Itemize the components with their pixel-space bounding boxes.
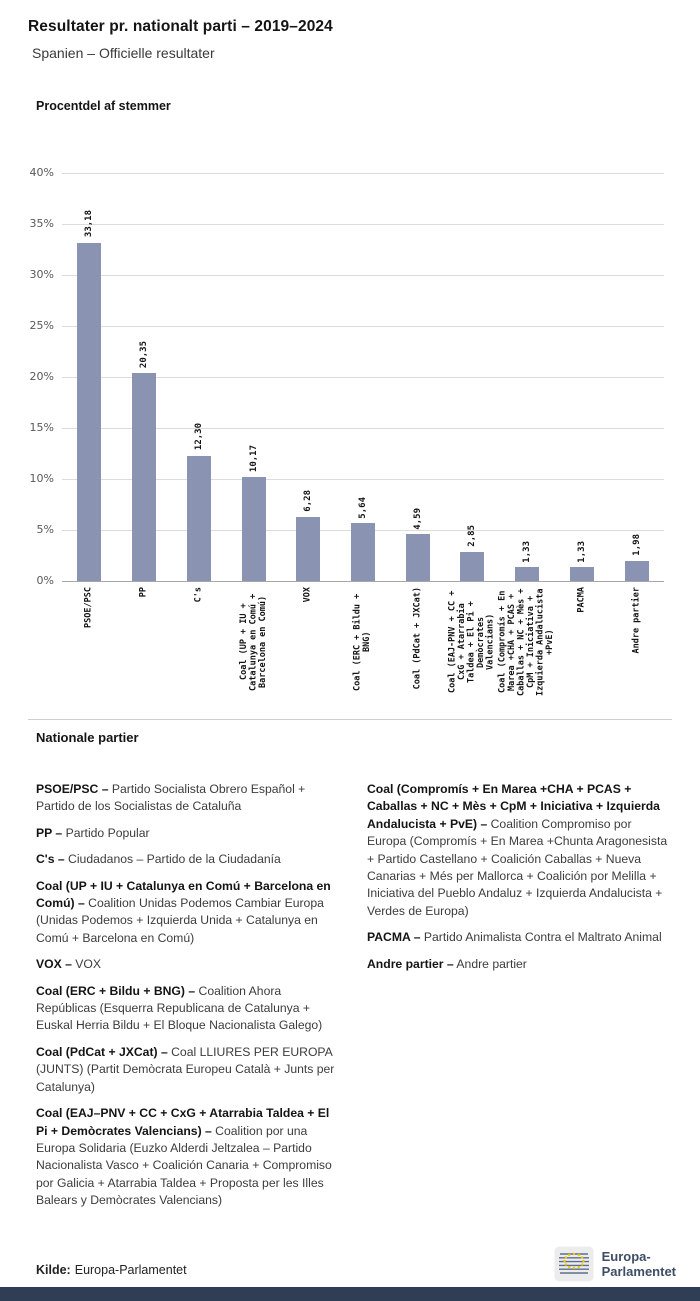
legend-term: Coal (Compromís + En Marea +CHA + PCAS + Caballas + NC + Mès + CpM + Iniciativa + Izquierda Andalucista + PvE) – (367, 782, 660, 831)
bar (406, 534, 430, 581)
source-line (36, 1263, 187, 1277)
bar-value-label: 33,18 (84, 210, 95, 238)
legend-item: C's – Ciudadanos – Partido de la Ciudadanía (36, 852, 281, 867)
source-value: Europa-Parlamentet (74, 1263, 187, 1277)
y-tick-label: 20% (29, 370, 54, 383)
bar-value-label: 2,85 (467, 525, 478, 547)
x-axis-category-label: Coal (Compromís + En Marea +CHA + PCAS + Caballas + NC + Mès + CpM + Iniciativa + Izquierda Andalucista +PvE) (497, 588, 556, 696)
legend-term: Coal (PdCat + JXCat) – (36, 1044, 168, 1059)
bar-value-label: 12,30 (193, 423, 204, 451)
bar-value-label: 4,59 (412, 507, 423, 530)
gridline (62, 275, 664, 276)
x-axis-category-label: Coal (PdCat + JXCat) (411, 587, 422, 690)
gridline (62, 173, 664, 174)
party-legend (36, 781, 672, 1219)
y-tick-label: 25% (29, 319, 54, 332)
bar-value-label: 1,33 (576, 540, 587, 563)
legend-term: Coal (UP + IU + Catalunya en Comú + Barcelona en Comú) – (36, 878, 331, 911)
bar (242, 477, 266, 581)
page-title: Resultater pr. nationalt parti – 2019–2024 (28, 18, 333, 35)
bottom-bar (0, 1287, 700, 1301)
x-axis-category-label: VOX (302, 587, 313, 603)
legend-term: VOX – (36, 957, 72, 972)
gridline (62, 224, 664, 225)
x-axis-category-label: Coal (ERC + Bildu + BNG) (352, 593, 372, 691)
legend-term: PP – (36, 825, 63, 840)
legend-column-left (36, 781, 341, 1219)
bar (515, 567, 539, 581)
y-tick-label: 30% (29, 268, 54, 281)
y-tick-label: 40% (29, 166, 54, 179)
x-axis-category-label: PSOE/PSC (83, 587, 94, 628)
ep-logo-text-line1: Europa- (601, 1249, 651, 1264)
legend-item: Andre partier – Andre partier (367, 956, 527, 971)
bar-value-label: 1,33 (522, 540, 533, 563)
bar (187, 456, 211, 581)
legend-item: Coal (EAJ–PNV + CC + CxG + Atarrabia Taldea + El Pi + Demòcrates Valencians) – Coalition por una Europa Solidaria (Euzko Alderdi Jeltzalea – Partido Nacionalista Vasco + Coalición Canaria + Compromiso por Galicia + Atarrabia Taldea + Proposta per les Illes Balears y Demòcrates Valencians) (36, 1106, 332, 1208)
legend-item: Coal (PdCat + JXCat) – Coal LLIURES PER EUROPA (JUNTS) (Partit Demòcrata Europeu Català + Junts per Catalunya) (36, 1044, 335, 1094)
bar (296, 517, 320, 581)
legend-term: Coal (ERC + Bildu + BNG) – (36, 983, 196, 998)
x-axis-category-label: Coal (EAJ-PNV + CC + CxG + Atarrabia Taldea + El Pi + Demòcrates Valencians) (447, 590, 496, 694)
page-subtitle: Spanien – Officielle resultater (32, 45, 215, 61)
ep-logo-icon (554, 1246, 594, 1282)
bar-value-label: 6,28 (303, 490, 314, 512)
ep-logo (554, 1246, 676, 1282)
bar (132, 373, 156, 581)
legend-column-right (367, 781, 672, 1219)
legend-heading: Nationale partier (36, 730, 139, 745)
bar-chart (0, 113, 700, 707)
bar (351, 523, 375, 581)
bar (77, 243, 101, 581)
legend-item: PSOE/PSC – Partido Socialista Obrero Español + Partido de los Socialistas de Cataluña (36, 782, 306, 814)
gridline (62, 326, 664, 327)
ep-logo-text (602, 1249, 676, 1279)
source-label: Kilde: (36, 1263, 71, 1277)
legend-item: PP – Partido Popular (36, 825, 150, 840)
y-tick-label: 0% (36, 574, 54, 587)
x-axis-category-label: PP (138, 587, 149, 598)
bar (460, 552, 484, 581)
section-divider (28, 719, 672, 720)
x-axis-category-label: PACMA (576, 587, 587, 613)
bar-value-label: 1,98 (631, 534, 642, 556)
legend-item: PACMA – Partido Animalista Contra el Maltrato Animal (367, 930, 662, 945)
bar (625, 561, 649, 581)
bar-value-label: 5,64 (358, 496, 368, 519)
legend-term: Andre partier – (367, 956, 454, 971)
legend-item: VOX – VOX (36, 957, 102, 972)
x-axis-category-label: Coal (UP + IU + Catalunya en Comú + Barcelona en Comú) (238, 593, 268, 691)
y-tick-label: 5% (36, 523, 54, 536)
legend-item: Coal (UP + IU + Catalunya en Comú + Barcelona en Comú) – Coalition Unidas Podemos Cambiar Europa (Unidas Podemos + Izquierda Unida + Catalunya en Comú + Barcelona en Comú) (36, 878, 331, 945)
chart-title: Procentdel af stemmer (36, 99, 171, 113)
legend-term: Coal (EAJ–PNV + CC + CxG + Atarrabia Taldea + El Pi + Demòcrates Valencians) – (36, 1106, 330, 1138)
y-tick-label: 35% (29, 217, 54, 230)
legend-item: Coal (ERC + Bildu + BNG) – Coalition Ahora Repúblicas (Esquerra Republicana de Catalunya + Euskal Herria Bildu + El Bloque Nacionalista Galego) (36, 983, 323, 1033)
report-header (0, 18, 700, 61)
y-tick-label: 15% (29, 421, 54, 434)
y-tick-label: 10% (29, 472, 54, 485)
legend-item: Coal (Compromís + En Marea +CHA + PCAS + Caballas + NC + Mès + CpM + Iniciativa + Izquierda Andalucista + PvE) – Coalition Compromiso por Europa (Compromís + En Marea +Chunta Aragonesista + Partido Castellano + Coalición Caballas + Nueva Canarias + Més per Mallorca + Coalición por Melilla + Iniciativa del Pueblo Andaluz + Izquierda Andalucista + Verdes de Europa) (367, 782, 668, 918)
bar-value-label: 20,35 (139, 341, 150, 369)
bar-value-label: 10,17 (248, 445, 259, 473)
legend-term: PSOE/PSC – (36, 782, 109, 796)
gridline (62, 581, 664, 582)
bar (570, 567, 594, 581)
ep-logo-text-line2: Parlamentet (601, 1264, 676, 1279)
x-axis-category-label: Andre partier (630, 587, 641, 654)
legend-term: C's – (36, 852, 65, 867)
legend-term: PACMA – (367, 930, 421, 945)
x-axis-category-label: C's (193, 587, 204, 603)
